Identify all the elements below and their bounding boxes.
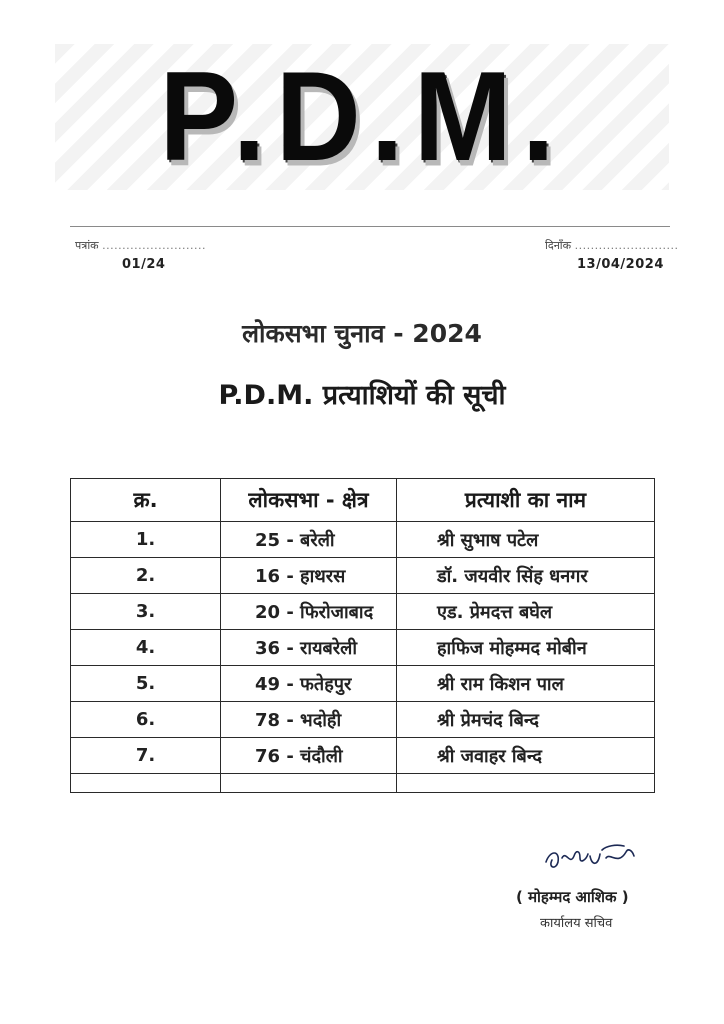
row-constituency: 25 - बरेली <box>221 522 397 558</box>
table-row <box>71 702 655 738</box>
row-serial: 2. <box>71 558 221 594</box>
row-constituency: 49 - फतेहपुर <box>221 666 397 702</box>
row-serial: 6. <box>71 702 221 738</box>
row-serial: 3. <box>71 594 221 630</box>
row-serial: 1. <box>71 522 221 558</box>
date-label-group <box>545 238 679 253</box>
blank-cell <box>397 774 655 793</box>
row-constituency: 16 - हाथरस <box>221 558 397 594</box>
pdm-logo: P.D.M. <box>159 45 565 189</box>
page-title: लोकसभा चुनाव - 2024 <box>242 319 482 348</box>
blank-cell <box>71 774 221 793</box>
row-candidate: श्री जवाहर बिन्द <box>397 738 655 774</box>
table-row <box>71 666 655 702</box>
date-dots: .......................... <box>574 239 679 252</box>
row-constituency: 76 - चंदौली <box>221 738 397 774</box>
row-constituency: 20 - फिरोजाबाद <box>221 594 397 630</box>
row-constituency: 78 - भदोही <box>221 702 397 738</box>
table-row <box>71 738 655 774</box>
header-divider <box>70 226 670 227</box>
row-serial: 7. <box>71 738 221 774</box>
table-row <box>71 630 655 666</box>
row-serial: 4. <box>71 630 221 666</box>
row-serial: 5. <box>71 666 221 702</box>
date-value: 13/04/2024 <box>577 257 664 272</box>
header-serial: क्र. <box>71 479 221 522</box>
ref-dots: .......................... <box>102 239 207 252</box>
blank-cell <box>221 774 397 793</box>
header-candidate: प्रत्याशी का नाम <box>397 479 655 522</box>
table-row <box>71 594 655 630</box>
signature-image <box>540 836 640 876</box>
table-header-row <box>71 479 655 522</box>
candidate-table <box>70 478 655 793</box>
row-candidate: श्री सुभाष पटेल <box>397 522 655 558</box>
header-constituency: लोकसभा - क्षेत्र <box>221 479 397 522</box>
ref-label: पत्रांक <box>75 239 99 252</box>
table-row <box>71 522 655 558</box>
row-candidate: श्री प्रेमचंद बिन्द <box>397 702 655 738</box>
row-candidate: श्री राम किशन पाल <box>397 666 655 702</box>
signatory-name: ( मोहम्मद आशिक ) <box>516 888 629 906</box>
table-row <box>71 558 655 594</box>
row-candidate: हाफिज मोहम्मद मोबीन <box>397 630 655 666</box>
table-blank-row <box>71 774 655 793</box>
date-label: दिनाँक <box>545 239 572 252</box>
row-constituency: 36 - रायबरेली <box>221 630 397 666</box>
row-candidate: एड. प्रेमदत्त बघेल <box>397 594 655 630</box>
row-candidate: डॉ. जयवीर सिंह धनगर <box>397 558 655 594</box>
signatory-designation: कार्यालय सचिव <box>540 916 613 931</box>
ref-label-group <box>75 238 206 253</box>
page-subtitle: P.D.M. प्रत्याशियों की सूची <box>218 380 506 411</box>
ref-number: 01/24 <box>122 257 166 272</box>
